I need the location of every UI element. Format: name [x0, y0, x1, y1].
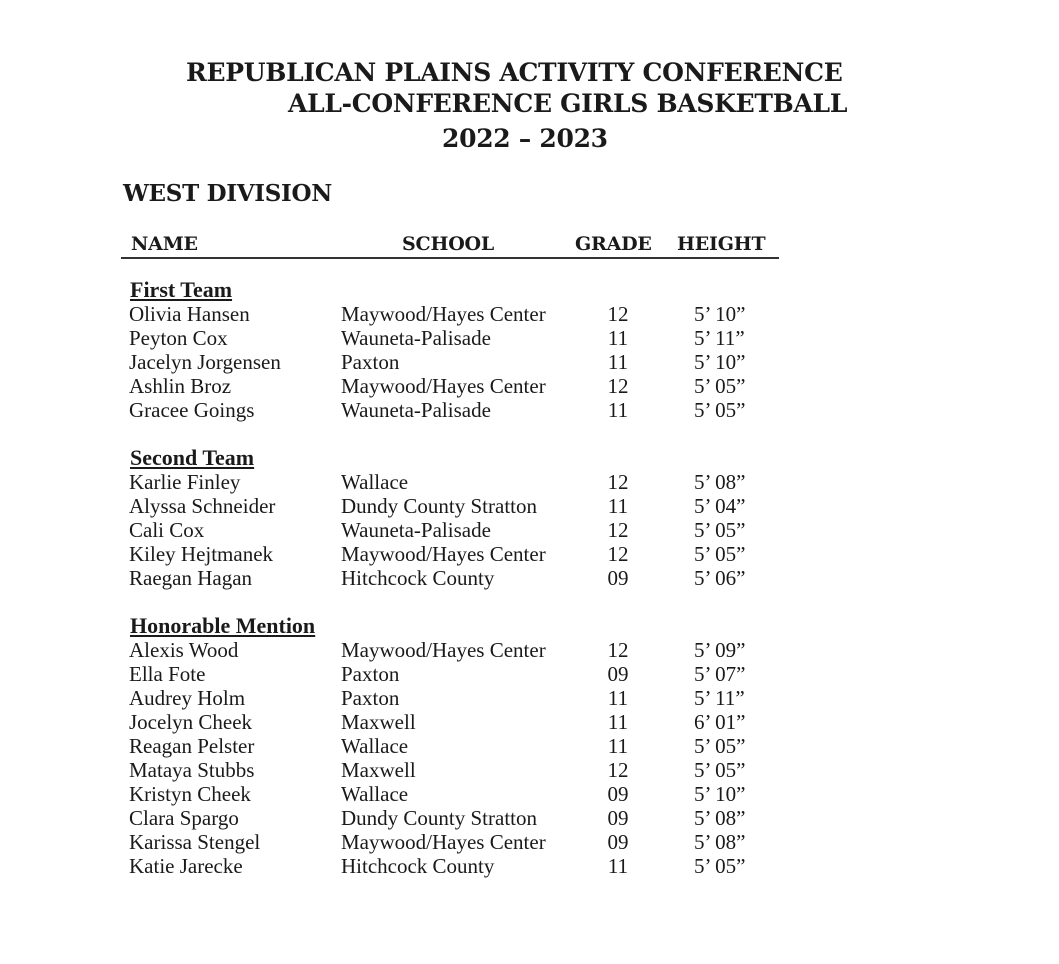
player-row	[0, 374, 1059, 398]
player-name: Alyssa Schneider	[129, 494, 276, 518]
player-height: 5’ 05”	[694, 374, 746, 398]
player-row	[0, 638, 1059, 662]
player-name: Ella Fote	[129, 662, 206, 686]
section-title: Honorable Mention	[130, 613, 316, 638]
player-name: Audrey Holm	[129, 686, 246, 710]
player-name: Cali Cox	[129, 518, 205, 542]
player-row	[0, 782, 1059, 806]
player-height: 5’ 10”	[694, 302, 746, 326]
player-name: Clara Spargo	[129, 806, 239, 830]
player-height: 5’ 05”	[694, 854, 746, 878]
player-row	[0, 830, 1059, 854]
player-row	[0, 734, 1059, 758]
player-grade: 12	[607, 374, 629, 398]
player-height: 5’ 07”	[694, 662, 746, 686]
player-grade: 11	[607, 710, 629, 734]
player-grade: 09	[607, 830, 629, 854]
player-height: 5’ 05”	[694, 542, 746, 566]
player-row	[0, 518, 1059, 542]
player-row	[0, 470, 1059, 494]
roster-body	[0, 278, 1059, 902]
player-grade: 11	[607, 326, 629, 350]
player-name: Reagan Pelster	[129, 734, 255, 758]
player-school: Wauneta-Palisade	[341, 518, 491, 542]
player-height: 5’ 05”	[694, 758, 746, 782]
document-season: 2022 – 2023	[442, 124, 608, 153]
player-grade: 11	[607, 494, 629, 518]
column-header-school: SCHOOL	[402, 233, 495, 255]
player-height: 5’ 08”	[694, 806, 746, 830]
roster-section	[0, 278, 1059, 422]
player-row	[0, 494, 1059, 518]
player-grade: 12	[607, 470, 629, 494]
player-row	[0, 566, 1059, 590]
player-name: Raegan Hagan	[129, 566, 253, 590]
player-name: Karlie Finley	[129, 470, 241, 494]
player-school: Paxton	[341, 686, 400, 710]
player-height: 6’ 01”	[694, 710, 746, 734]
player-row	[0, 302, 1059, 326]
player-height: 5’ 11”	[694, 686, 745, 710]
player-row	[0, 710, 1059, 734]
player-row	[0, 350, 1059, 374]
player-grade: 12	[607, 518, 629, 542]
header-divider	[121, 257, 779, 259]
section-title: Second Team	[130, 445, 255, 470]
player-name: Kiley Hejtmanek	[129, 542, 274, 566]
document-title-line-2: ALL-CONFERENCE GIRLS BASKETBALL	[288, 89, 848, 118]
player-row	[0, 806, 1059, 830]
player-grade: 09	[607, 782, 629, 806]
player-height: 5’ 10”	[694, 350, 746, 374]
player-name: Katie Jarecke	[129, 854, 243, 878]
player-name: Ashlin Broz	[129, 374, 232, 398]
player-school: Wauneta-Palisade	[341, 398, 491, 422]
player-height: 5’ 05”	[694, 734, 746, 758]
player-school: Maywood/Hayes Center	[341, 374, 546, 398]
player-school: Maxwell	[341, 710, 416, 734]
column-header-grade: GRADE	[575, 233, 652, 255]
player-height: 5’ 08”	[694, 830, 746, 854]
player-school: Maywood/Hayes Center	[341, 542, 546, 566]
player-height: 5’ 06”	[694, 566, 746, 590]
player-height: 5’ 05”	[694, 398, 746, 422]
player-name: Karissa Stengel	[129, 830, 261, 854]
player-school: Hitchcock County	[341, 854, 495, 878]
player-height: 5’ 05”	[694, 518, 746, 542]
player-grade: 12	[607, 758, 629, 782]
player-grade: 11	[607, 686, 629, 710]
player-name: Peyton Cox	[129, 326, 228, 350]
division-heading: WEST DIVISION	[123, 180, 332, 207]
player-school: Wallace	[341, 782, 409, 806]
player-name: Gracee Goings	[129, 398, 255, 422]
player-name: Mataya Stubbs	[129, 758, 255, 782]
player-name: Kristyn Cheek	[129, 782, 251, 806]
player-height: 5’ 09”	[694, 638, 746, 662]
player-row	[0, 398, 1059, 422]
player-grade: 11	[607, 734, 629, 758]
player-school: Maywood/Hayes Center	[341, 302, 546, 326]
player-height: 5’ 10”	[694, 782, 746, 806]
player-school: Maywood/Hayes Center	[341, 638, 546, 662]
document-title-line-1: REPUBLICAN PLAINS ACTIVITY CONFERENCE	[186, 58, 843, 87]
column-header-name: NAME	[131, 233, 198, 255]
player-row	[0, 542, 1059, 566]
player-school: Dundy County Stratton	[341, 494, 538, 518]
player-grade: 09	[607, 662, 629, 686]
roster-section	[0, 614, 1059, 878]
player-row	[0, 326, 1059, 350]
player-grade: 12	[607, 542, 629, 566]
player-school: Paxton	[341, 662, 400, 686]
player-height: 5’ 11”	[694, 326, 745, 350]
player-school: Maywood/Hayes Center	[341, 830, 546, 854]
column-header-height: HEIGHT	[677, 233, 766, 255]
player-grade: 09	[607, 806, 629, 830]
section-title: First Team	[130, 277, 233, 302]
player-school: Maxwell	[341, 758, 416, 782]
player-name: Jocelyn Cheek	[129, 710, 253, 734]
player-height: 5’ 04”	[694, 494, 746, 518]
player-grade: 09	[607, 566, 629, 590]
player-row	[0, 662, 1059, 686]
player-grade: 11	[607, 398, 629, 422]
player-school: Wauneta-Palisade	[341, 326, 491, 350]
player-school: Wallace	[341, 734, 409, 758]
player-grade: 11	[607, 854, 629, 878]
player-grade: 12	[607, 638, 629, 662]
player-height: 5’ 08”	[694, 470, 746, 494]
player-name: Olivia Hansen	[129, 302, 250, 326]
player-school: Dundy County Stratton	[341, 806, 538, 830]
roster-section	[0, 446, 1059, 590]
player-school: Hitchcock County	[341, 566, 495, 590]
player-row	[0, 758, 1059, 782]
player-grade: 11	[607, 350, 629, 374]
player-name: Alexis Wood	[129, 638, 239, 662]
player-school: Paxton	[341, 350, 400, 374]
player-school: Wallace	[341, 470, 409, 494]
player-name: Jacelyn Jorgensen	[129, 350, 281, 374]
player-row	[0, 686, 1059, 710]
player-row	[0, 854, 1059, 878]
player-grade: 12	[607, 302, 629, 326]
